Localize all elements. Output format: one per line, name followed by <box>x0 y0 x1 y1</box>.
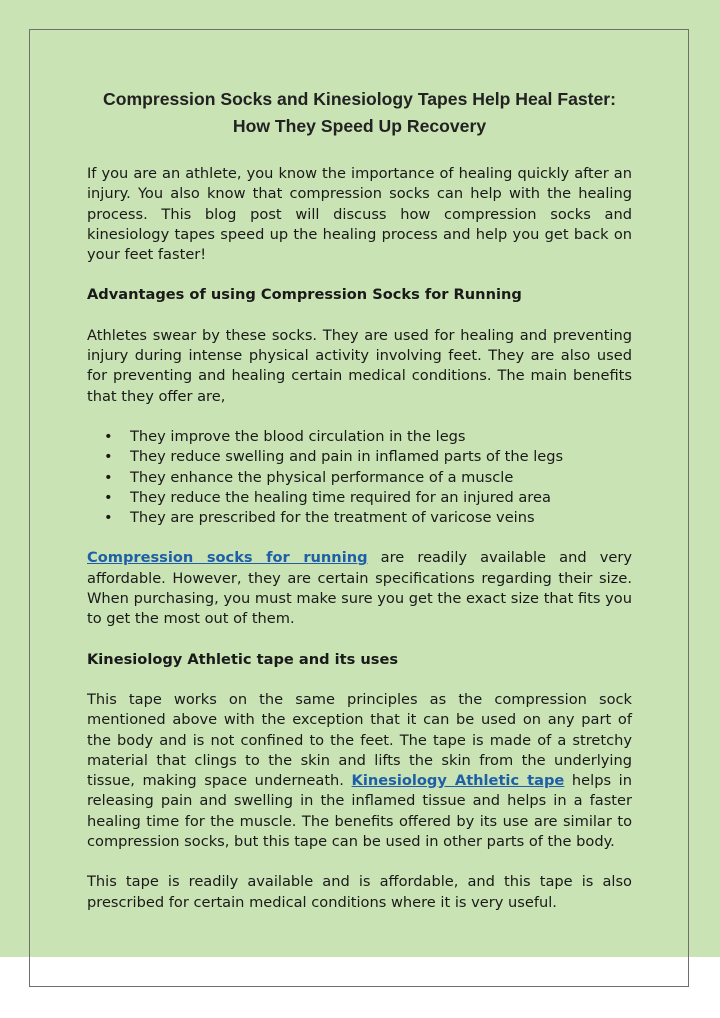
list-item <box>87 488 632 508</box>
kinesiology-tape-link[interactable]: Kinesiology Athletic tape <box>351 772 565 790</box>
list-item-text: They reduce swelling and pain in inflamed parts of the legs <box>130 448 564 466</box>
section-heading-kinesiology-tape: Kinesiology Athletic tape and its uses <box>87 650 399 668</box>
list-item-text: They enhance the physical performance of a muscle <box>130 468 514 486</box>
intro-paragraph: If you are an athlete, you know the importance of healing quickly after an injury. You also know that compression socks can help with the healing process. This blog post will discuss how compression socks and kinesiology tapes speed up the healing process and help you get back on your feet faster! <box>87 165 632 264</box>
list-item-text: They are prescribed for the treatment of varicose veins <box>130 509 535 527</box>
benefits-list <box>87 427 632 528</box>
list-item <box>87 447 632 467</box>
list-item <box>87 508 632 528</box>
kinesiology-tape-paragraph <box>87 690 632 852</box>
bullet-icon: • <box>104 468 113 486</box>
compression-socks-link[interactable]: Compression socks for running <box>87 549 368 567</box>
benefits-intro-paragraph: Athletes swear by these socks. They are used for healing and preventing injury during intense physical activity involving feet. They are also used for preventing and healing certain medical conditions. The main benefits that they offer are, <box>87 326 632 405</box>
bullet-icon: • <box>104 488 113 506</box>
list-item <box>87 468 632 488</box>
article-title: Compression Socks and Kinesiology Tapes Help Heal Faster: How They Speed Up Recovery <box>103 89 616 136</box>
section-heading-compression-socks: Advantages of using Compression Socks for Running <box>87 286 522 304</box>
closing-paragraph: This tape is readily available and is affordable, and this tape is also prescribed for certain medical conditions where it is very useful. <box>87 873 632 911</box>
article <box>87 86 632 933</box>
list-item-text: They reduce the healing time required for an injured area <box>130 488 551 506</box>
compression-socks-paragraph-text: are readily available and very affordable. However, they are certain specifications regarding their size. When purchasing, you must make sure you get the exact size that fits you to get the most out of them. <box>87 549 632 628</box>
list-item-text: They improve the blood circulation in the legs <box>130 427 466 445</box>
bullet-icon: • <box>104 427 113 445</box>
list-item <box>87 427 632 447</box>
bullet-icon: • <box>104 509 113 527</box>
bullet-icon: • <box>104 448 113 466</box>
kinesiology-paragraph-text-before: This tape works on the same principles as the compression sock mentioned above with the exception that it can be used on any part of the body and is not confined to the feet. The tape is made of a stretchy material that clings to the skin and lifts the skin from the underlying tissue, making space underneath. <box>87 690 632 790</box>
compression-socks-paragraph <box>87 548 632 629</box>
kinesiology-paragraph-text-after: helps in releasing pain and swelling in the inflamed tissue and helps in a faster healing time for the muscle. The benefits offered by its use are similar to compression socks, but this tape can be used in other parts of the body. <box>87 772 632 851</box>
